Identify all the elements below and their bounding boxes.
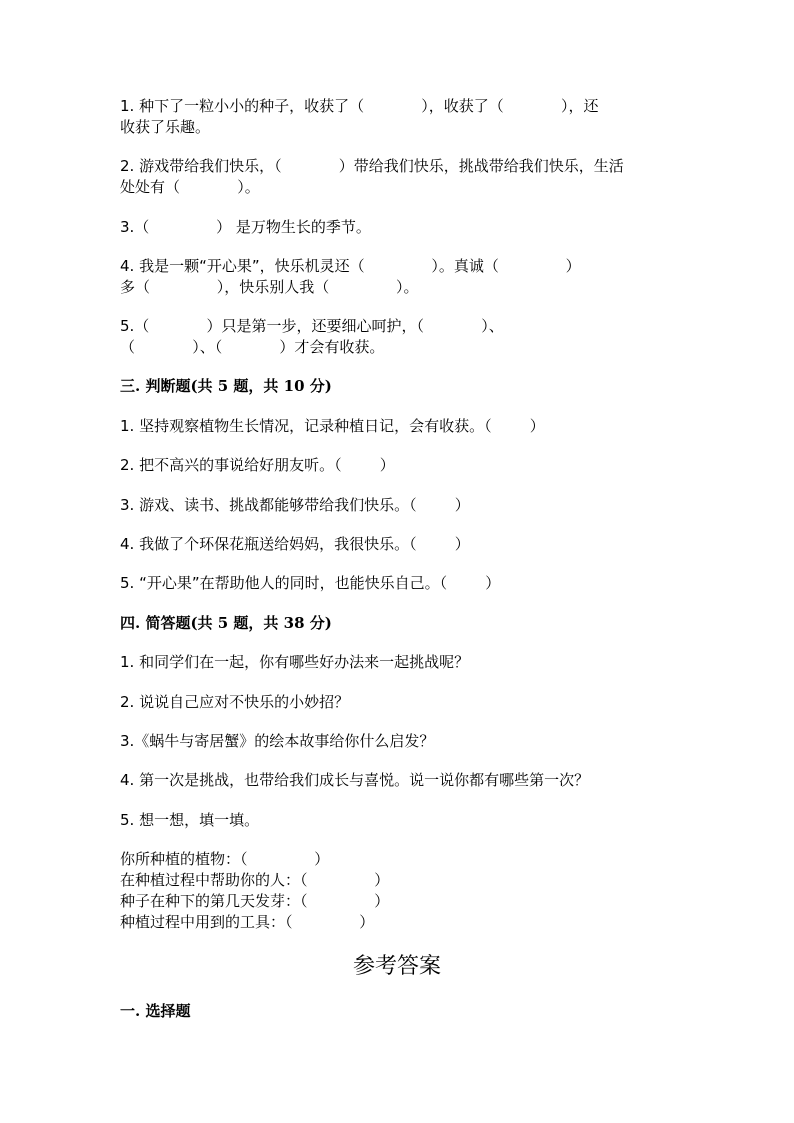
fill-q2-line1: 2. 游戏带给我们快乐，（ ）带给我们快乐，挑战带给我们快乐，生活 xyxy=(120,157,624,175)
short-answer-item-4: 4. 第一次是挑战，也带给我们成长与喜悦。说一说你都有哪些第一次？ xyxy=(120,771,590,789)
judgement-item-5: 5. “开心果”在帮助他人的同时，也能快乐自己。（ ） xyxy=(120,574,501,592)
judgement-item-3: 3. 游戏、读书、挑战都能够带给我们快乐。（ ） xyxy=(120,496,470,514)
fill-q5-line1: 5.（ ）只是第一步，还要细心呵护，（ ）、 xyxy=(120,317,504,335)
fill-line-helper: 在种植过程中帮助你的人：（ ） xyxy=(120,871,390,889)
fill-q2-line2: 处处有（ ）。 xyxy=(120,178,260,196)
answers-title: 参考答案 xyxy=(352,954,441,979)
fill-q1-line2: 收获了乐趣。 xyxy=(120,118,211,136)
fill-line-tools: 种植过程中用到的工具：（ ） xyxy=(120,913,375,931)
short-answer-item-2: 2. 说说自己应对不快乐的小妙招？ xyxy=(120,693,350,711)
judgement-heading: 三. 判断题(共 5 题，共 10 分) xyxy=(120,377,332,395)
answers-section-1-heading: 一. 选择题 xyxy=(120,1002,191,1020)
judgement-item-4: 4. 我做了个环保花瓶送给妈妈，我很快乐。（ ） xyxy=(120,535,470,553)
fill-line-sprout-day: 种子在种下的第几天发芽：（ ） xyxy=(120,892,390,910)
short-answer-heading: 四. 简答题(共 5 题，共 38 分) xyxy=(120,614,332,632)
fill-q4-line2: 多（ ），快乐别人我（ ）。 xyxy=(120,278,419,296)
fill-q3-line1: 3.（ ） 是万物生长的季节。 xyxy=(120,218,371,236)
fill-line-plant: 你所种植的植物：（ ） xyxy=(120,850,330,868)
fill-q1-line1: 1. 种下了一粒小小的种子，收获了（ ），收获了（ ），还 xyxy=(120,97,599,115)
short-answer-item-1: 1. 和同学们在一起，你有哪些好办法来一起挑战呢？ xyxy=(120,653,470,671)
fill-q4-line1: 4. 我是一颗“开心果”，快乐机灵还（ ）。真诚（ ） xyxy=(120,257,581,275)
judgement-item-1: 1. 坚持观察植物生长情况，记录种植日记，会有收获。（ ） xyxy=(120,417,545,435)
judgement-item-2: 2. 把不高兴的事说给好朋友听。（ ） xyxy=(120,456,395,474)
short-answer-item-3: 3.《蜗牛与寄居蟹》的绘本故事给你什么启发？ xyxy=(120,732,435,750)
fill-q5-line2: （ ）、（ ）才会有收获。 xyxy=(120,338,385,356)
short-answer-item-5: 5. 想一想，填一填。 xyxy=(120,811,260,829)
